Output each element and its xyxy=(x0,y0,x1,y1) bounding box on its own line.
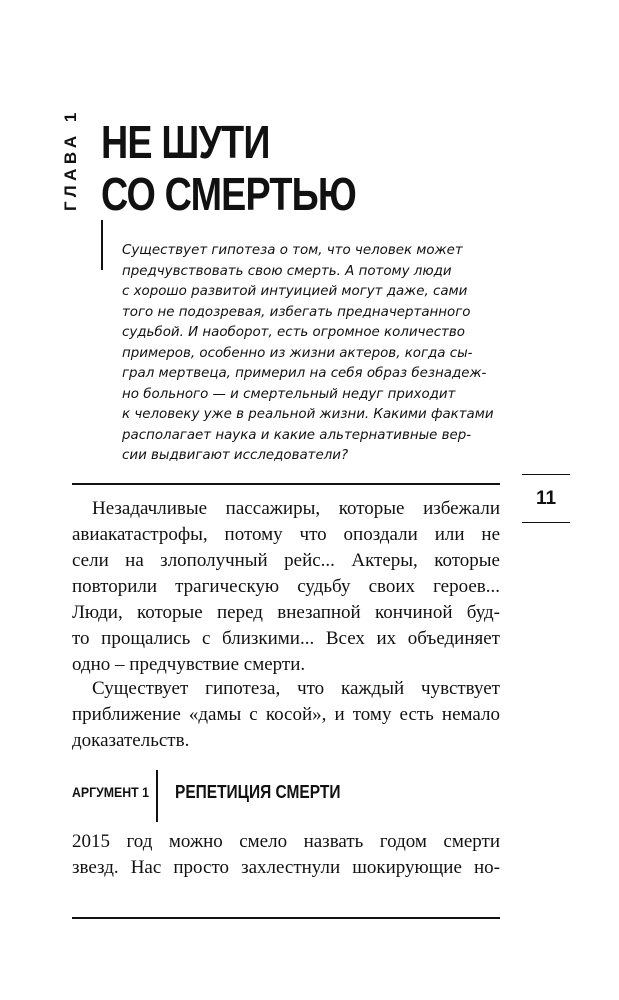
page-number-rule-bottom xyxy=(522,522,570,523)
intro-line: предчувствовать свою смерть. А потому люди xyxy=(122,263,452,279)
body-paragraph xyxy=(72,676,500,754)
body-line: авиакатастрофы, потому что опоздали или не xyxy=(72,524,500,545)
footer-rule xyxy=(72,917,500,919)
intro-line: примеров, особенно из жизни актеров, когда сы- xyxy=(122,345,473,361)
chapter-title-line: НЕ ШУТИ xyxy=(101,116,270,168)
body-line: то прощались с близкими... Всех их объединяет xyxy=(72,628,500,649)
intro-line: сии выдвигают исследователи? xyxy=(122,448,349,463)
body-line: 2015 год можно смело назвать годом смерти xyxy=(72,831,500,852)
intro-line: того не подозревая, избегать предначертанного xyxy=(122,304,471,320)
body-line: приближение «дамы с косой», и тому есть немало xyxy=(72,704,500,725)
argument-divider xyxy=(156,770,158,822)
intro-line: судьбой. И наоборот, есть огромное количество xyxy=(122,325,465,340)
intro-line: но больного — и смертельный недуг приходит xyxy=(122,386,456,402)
chapter-title xyxy=(101,116,356,220)
argument-title: РЕПЕТИЦИЯ СМЕРТИ xyxy=(175,782,341,802)
body-line: доказательств. xyxy=(72,730,190,751)
argument-label: АРГУМЕНТ 1 xyxy=(72,784,149,800)
body-paragraph xyxy=(72,496,500,678)
section-divider xyxy=(72,483,500,485)
body-line: звезд. Нас просто захлестнули шокирующие но- xyxy=(72,857,500,878)
body-paragraph xyxy=(72,829,500,881)
page-number: 11 xyxy=(535,488,557,509)
body-line: одно – предчувствие смерти. xyxy=(72,654,306,675)
body-line: Существует гипотеза, что каждый чувствует xyxy=(92,678,500,699)
intro-line: Существует гипотеза о том, что человек может xyxy=(122,243,463,258)
body-line: сели на злополучный рейс... Актеры, которые xyxy=(72,550,500,571)
chapter-title-line: СО СМЕРТЬЮ xyxy=(101,168,356,220)
chapter-divider xyxy=(101,220,103,270)
page-number-rule-top xyxy=(522,474,570,475)
body-line: Люди, которые перед внезапной кончиной буд- xyxy=(72,602,500,623)
intro-line: к человеку уже в реальной жизни. Какими фактами xyxy=(122,407,494,422)
intro-line: располагает наука и какие альтернативные вер- xyxy=(122,427,472,443)
chapter-intro xyxy=(122,241,502,467)
chapter-label: ГЛАВА 1 xyxy=(61,108,80,211)
body-line: Незадачливые пассажиры, которые избежали xyxy=(92,498,500,519)
intro-line: грал мертвеца, примерил на себя образ безнадеж- xyxy=(122,366,487,381)
body-line: повторили трагическую судьбу своих героев... xyxy=(72,576,500,597)
intro-line: с хорошо развитой интуицией могут даже, сами xyxy=(122,284,468,299)
